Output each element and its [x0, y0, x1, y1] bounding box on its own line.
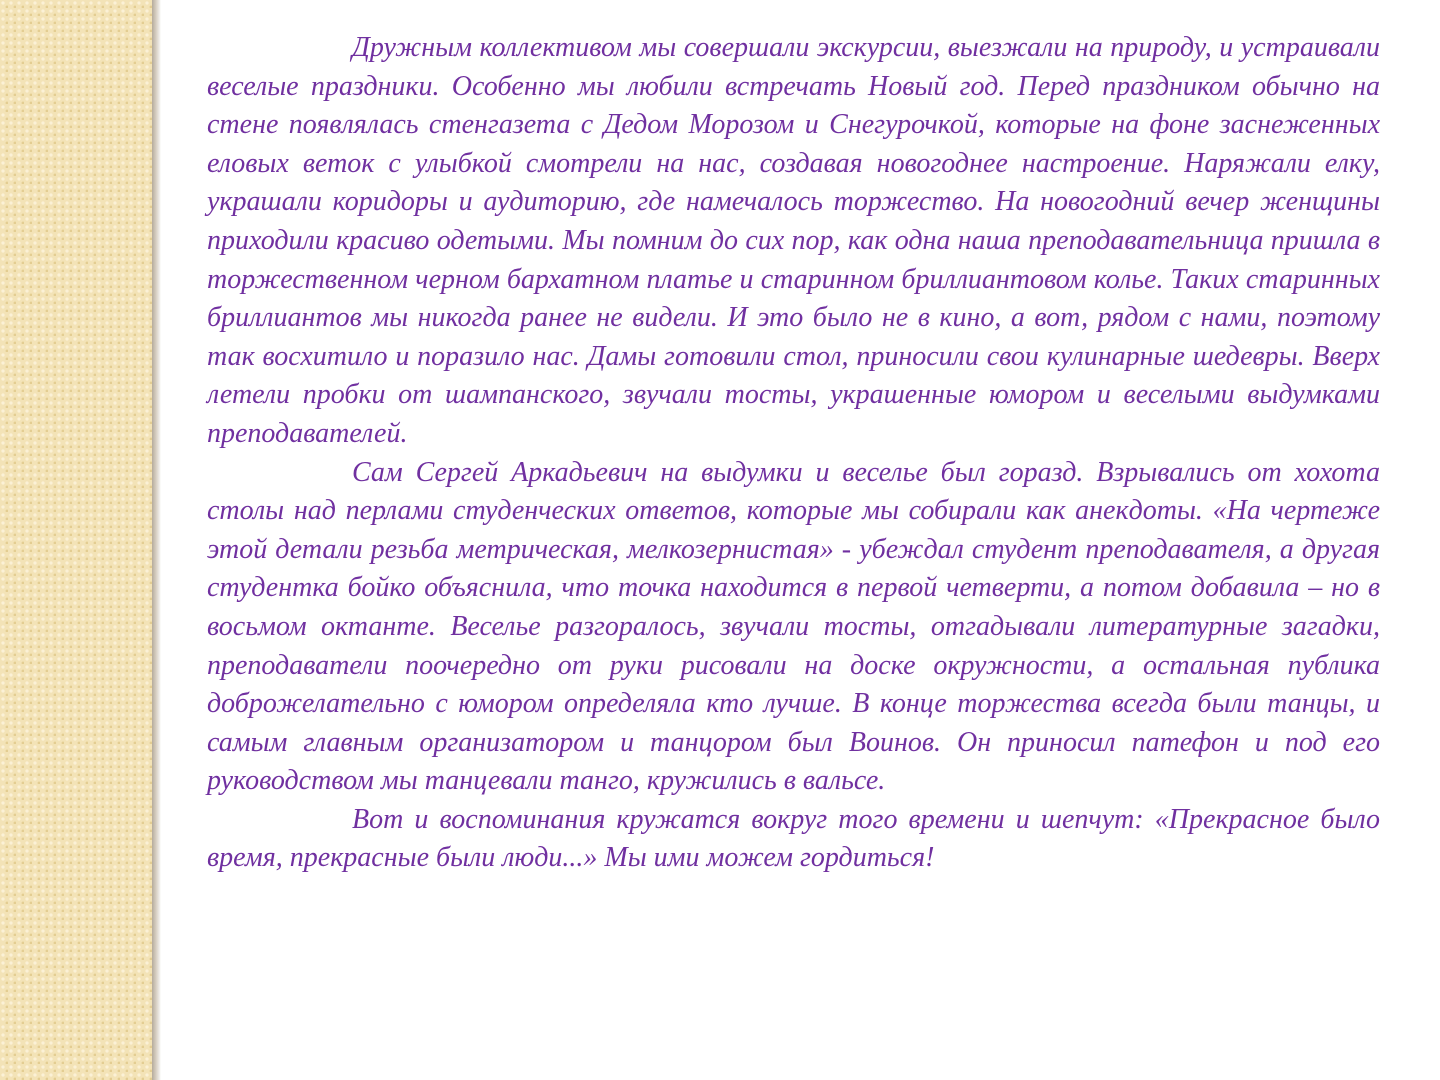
paragraph-2: Сам Сергей Аркадьевич на выдумки и веселье был горазд. Взрывались от хохота столы над перлами студенческих ответов, которые мы собирали как анекдоты. «На чертеже этой детали резьба метрическая, мелкозернистая» - убеждал студент преподавателя, а другая студентка бойко объяснила, что точка находится в первой четверти, а потом добавила – но в восьмом октанте. Веселье разгоралось, звучали тосты, отгадывали литературные загадки, преподаватели поочередно от руки рисовали на доске окружности, а остальная публика доброжелательно с юмором определяла кто лучше. В конце торжества всегда были танцы, и самым главным организатором и танцором был Воинов. Он приносил патефон и под его руководством мы танцевали танго, кружились в вальсе.: [207, 456, 1380, 797]
side-strip-shadow: [152, 0, 161, 1080]
paragraph-3: Вот и воспоминания кружатся вокруг того времени и шепчут: «Прекрасное было время, прекрасные были люди...» Мы ими можем гордиться!: [207, 803, 1380, 874]
paragraph-1: Дружным коллективом мы совершали экскурсии, выезжали на природу, и устраивали веселые праздники. Особенно мы любили встречать Новый год. Перед праздником обычно на стене появлялась стенгазета с Дедом Морозом и Снегурочкой, которые на фоне заснеженных еловых веток с улыбкой смотрели на нас, создавая новогоднее настроение. Наряжали елку, украшали коридоры и аудиторию, где намечалось торжество. На новогодний вечер женщины приходили красиво одетыми. Мы помним до сих пор, как одна наша преподавательница пришла в торжественном черном бархатном платье и старинном бриллиантовом колье. Таких старинных бриллиантов мы никогда ранее не видели. И это было не в кино, а вот, рядом с нами, поэтому так восхитило и поразило нас. Дамы готовили стол, приносили свои кулинарные шедевры. Вверх летели пробки от шампанского, звучали тосты, украшенные юмором и веселыми выдумками преподавателей.: [207, 32, 1380, 449]
decorative-side-strip: [0, 0, 152, 1080]
memoir-text: [207, 29, 1380, 878]
